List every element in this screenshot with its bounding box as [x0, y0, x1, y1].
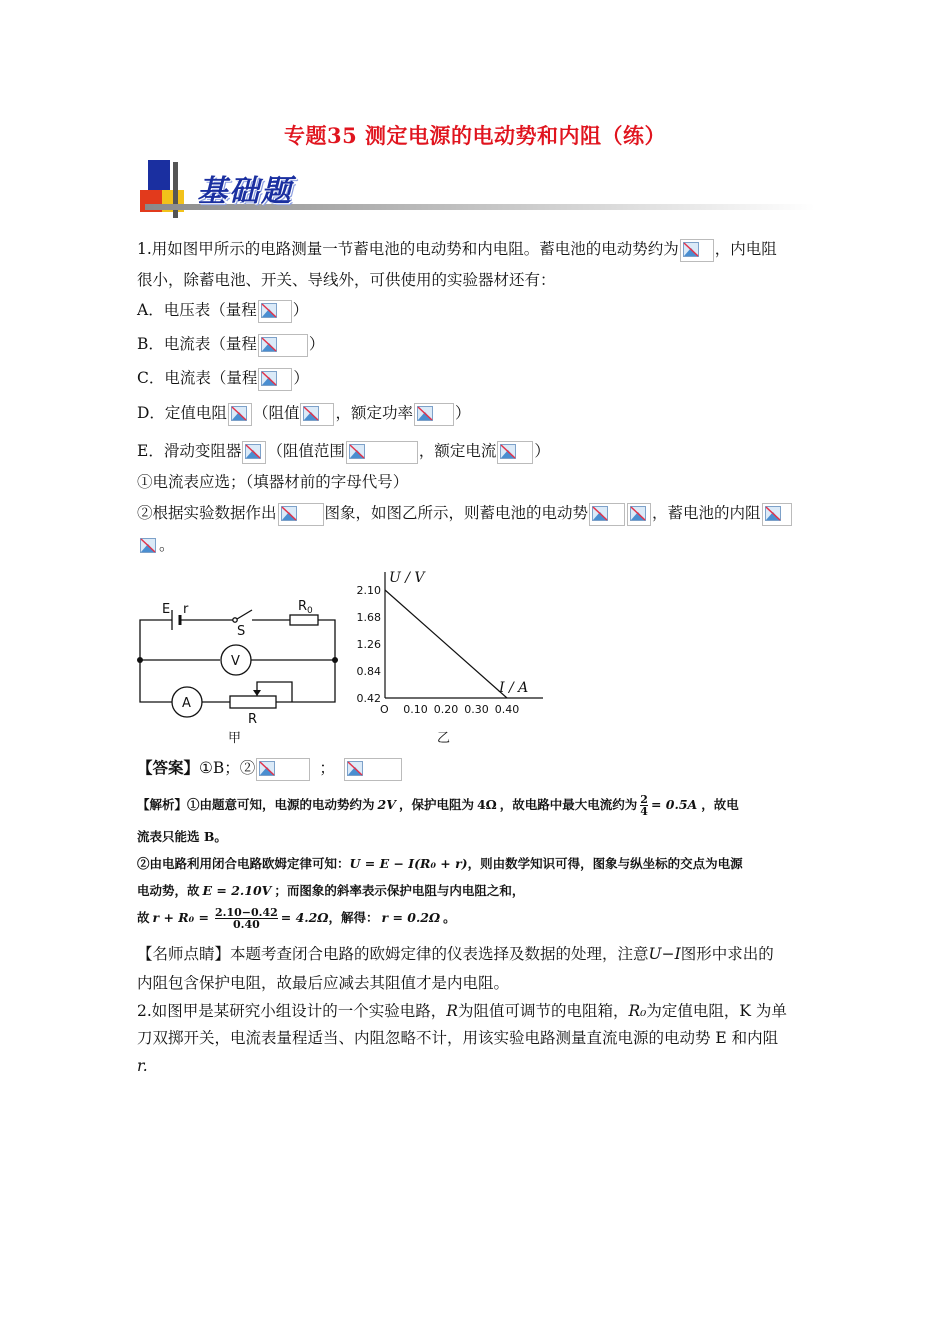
formula-image	[138, 536, 158, 557]
formula-image	[242, 441, 266, 464]
y-tick-label: 2.10	[356, 584, 381, 597]
image-placeholder-icon	[592, 506, 608, 521]
formula-image	[258, 368, 292, 391]
q1-option-a: A．电压表（量程 ）	[137, 299, 308, 323]
image-placeholder-icon	[765, 506, 781, 521]
switch-label: S	[237, 624, 246, 639]
q1-intro-line: 1.用如图甲所示的电路测量一节蓄电池的电动势和内电阻。蓄电池的电动势约为 ，内电阻	[137, 238, 777, 262]
formula-image	[680, 239, 714, 262]
analysis-line-4: 电动势，故 E = 2.10V ；而图象的斜率表示保护电阻与内电阻之和，	[137, 883, 525, 898]
q1-sub-question-1: ①电流表应选；（填器材前的字母代号）	[137, 473, 409, 491]
analysis-line-1: 【解析】①由题意可知，电源的电动势约为 2V ，保护电阻为 4Ω ，故电路中最大电流约为 $\frac{2}{4}$ = 0.5A ，故电	[137, 793, 739, 818]
analysis-line-2: 流表只能选 B。	[137, 829, 227, 844]
image-placeholder-icon	[261, 303, 277, 318]
image-placeholder-icon	[231, 406, 247, 421]
image-placeholder-icon	[281, 506, 297, 521]
tip-line-1: 【名师点睛】本题考查闭合电路的欧姆定律的仪表选择及数据的处理，注意U−I图形中求出的	[137, 945, 774, 963]
formula-image	[258, 300, 292, 323]
formula-image	[228, 403, 252, 426]
y-tick-label: 1.68	[356, 611, 381, 624]
y-axis-label: U / V	[389, 570, 425, 586]
figure-caption-jia: 甲	[228, 731, 242, 746]
q2-line-2: 刀双掷开关，电流表量程适当、内阻忽略不计，用该实验电路测量直流电源的电动势 E 和内阻	[137, 1029, 779, 1047]
formula-image	[762, 503, 792, 526]
q1-sub-question-2-cont: 。	[137, 534, 175, 557]
q1-intro-line-2: 很小，除蓄电池、开关、导线外，可供使用的实验器材还有：	[137, 271, 556, 289]
image-placeholder-icon	[140, 538, 156, 553]
y-tick-label: 1.26	[356, 638, 381, 651]
formula-image	[497, 441, 533, 464]
tip-line-2: 内阻包含保护电阻，故最后应减去其阻值才是内电阻。	[137, 974, 510, 992]
answer-line: 【答案】①B；② ；	[137, 757, 403, 781]
banner-label: 基础题	[197, 174, 293, 209]
formula-image	[589, 503, 625, 526]
image-placeholder-icon	[417, 406, 433, 421]
formula-image	[258, 334, 308, 357]
formula-image	[346, 441, 418, 464]
circuit-diagram	[130, 590, 350, 750]
q1-option-e: E．滑动变阻器 （阻值范围 ，额定电流 ）	[137, 440, 550, 464]
x-axis-label: I / A	[499, 680, 529, 696]
battery-label: E	[162, 602, 171, 617]
fraction: $\frac{2.10-0.42}{0.40}$	[214, 906, 278, 931]
image-placeholder-icon	[347, 761, 363, 776]
y-tick-label: 0.42	[356, 692, 381, 705]
fraction: $\frac{2}{4}$	[640, 793, 648, 818]
x-tick-label: 0.30	[464, 703, 489, 716]
image-placeholder-icon	[630, 506, 646, 521]
q1-option-b: B．电流表（量程 ）	[137, 333, 324, 357]
analysis-line-5: 故 r + R₀ = $\frac{2.10-0.42}{0.40}$ = 4.2Ω，解得： r = 0.2Ω 。	[137, 906, 456, 931]
section-banner	[135, 160, 815, 220]
origin-label: O	[380, 703, 389, 716]
x-tick-label: 0.10	[403, 703, 428, 716]
q2-line-1: 2.如图甲是某研究小组设计的一个实验电路，R为阻值可调节的电阻箱，R₀为定值电阻，K 为单	[137, 1002, 787, 1020]
analysis-line-3: ②由电路利用闭合电路欧姆定律可知：U = E − I(R₀ + r)，则由数学知识可得，图象与纵坐标的交点为电源	[137, 856, 743, 871]
figure-caption-yi: 乙	[437, 731, 451, 746]
image-placeholder-icon	[261, 337, 277, 352]
formula-image	[278, 503, 324, 526]
q1-option-d: D．定值电阻 （阻值 ，额定功率 ）	[137, 402, 470, 426]
ammeter-label: A	[182, 696, 191, 711]
voltmeter-label: V	[231, 654, 240, 669]
internal-resistance-label: r	[183, 602, 189, 617]
formula-image	[300, 403, 334, 426]
resistor-r0-label: $R_0$	[298, 599, 313, 616]
series-line	[385, 590, 507, 698]
x-tick-label: 0.20	[433, 703, 459, 716]
formula-image	[344, 758, 402, 781]
formula-image	[627, 503, 651, 526]
y-tick-label: 0.84	[356, 665, 381, 678]
image-placeholder-icon	[261, 371, 277, 386]
image-placeholder-icon	[349, 444, 365, 459]
formula-image	[256, 758, 310, 781]
page-title: 专题35 测定电源的电动势和内阻（练）	[283, 123, 667, 148]
formula-image	[414, 403, 454, 426]
rheostat-label: R	[248, 712, 258, 727]
q1-sub-question-2: ②根据实验数据作出 图象，如图乙所示，则蓄电池的电动势 ，蓄电池的内阻	[137, 502, 793, 526]
ui-graph	[345, 562, 545, 752]
q1-option-c: C．电流表（量程 ）	[137, 367, 309, 391]
image-placeholder-icon	[259, 761, 275, 776]
x-tick-label: 0.40	[494, 703, 520, 716]
q2-line-3: r.	[137, 1057, 148, 1075]
image-placeholder-icon	[303, 406, 319, 421]
image-placeholder-icon	[500, 444, 516, 459]
image-placeholder-icon	[683, 242, 699, 257]
image-placeholder-icon	[245, 444, 261, 459]
